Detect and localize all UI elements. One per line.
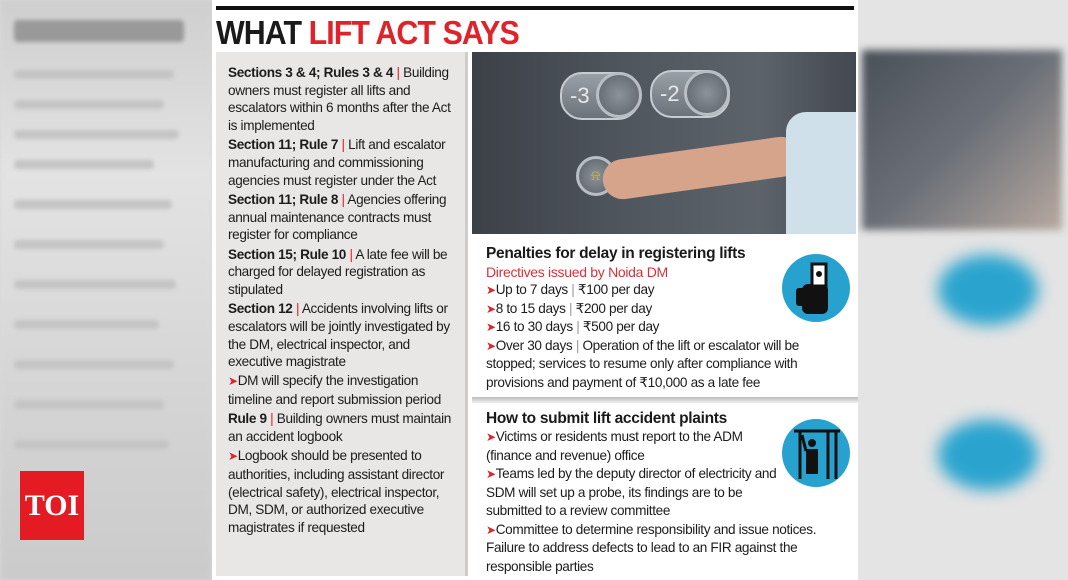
section-heading: Section 12 [228, 301, 293, 317]
section-bullet-text: DM will specify the investigation timeline and report submission period [228, 373, 441, 408]
penalty-item: ➤8 to 15 days | ₹200 per day [486, 300, 652, 316]
arrow-bullet-icon: ➤ [486, 283, 496, 297]
penalties-box [472, 238, 856, 396]
section-heading: Sections 3 & 4; Rules 3 & 4 [228, 65, 394, 80]
separator: | [270, 411, 274, 427]
title-red: LIFT ACT SAYS [308, 14, 519, 51]
top-rule [216, 6, 854, 10]
section-text: Agencies offering annual maintenance contracts must register for compliance [228, 191, 447, 243]
section-bullet-text: Logbook should be presented to authorities, including assistant director (electrical safety), electrical inspector, DM, SDM, or authorized executive magistrates if requested [228, 448, 445, 536]
penalty-fine: ₹100 per day [577, 282, 655, 297]
separator: | [341, 191, 345, 207]
complaint-text: Teams led by the deputy director of electricity and SDM will set up a probe, its findings are to be submitted to a review committee [486, 466, 777, 518]
floor-button-minus-3: -3 [560, 72, 640, 120]
act-section-item [228, 136, 457, 189]
separator: | [396, 65, 400, 80]
section-heading: Section 11; Rule 8 [228, 191, 339, 207]
separator: | [295, 301, 300, 317]
section-heading: Section 15; Rule 10 [228, 246, 347, 262]
act-section-item [228, 300, 457, 371]
lift-button-photo [472, 52, 856, 234]
separator: | [349, 246, 353, 262]
trapped-person-lift-icon [782, 419, 850, 487]
section-text: Accidents involving lifts or escalators will be jointly investigated by the DM, electrical inspector, and executive magistrate [228, 301, 450, 370]
arrow-bullet-icon: ➤ [486, 467, 496, 481]
penalty-fine: ₹500 per day [582, 319, 660, 334]
section-text: Building owners must register all lifts and escalators within 6 months after the Act is implemented [228, 65, 451, 134]
arrow-bullet-icon: ➤ [228, 449, 238, 464]
act-section-item [228, 447, 457, 537]
hand-cash-icon [782, 254, 850, 322]
section-text: Building owners must maintain an accident logbook [228, 411, 451, 445]
complaints-box [472, 403, 856, 575]
arrow-bullet-icon: ➤ [486, 430, 496, 444]
penalty-item: ➤Over 30 days | Operation of the lift or escalator will be stopped; services to resume only after compliance with provisions and payment of ₹10,000 as a late fee [486, 337, 799, 390]
complaint-text: Committee to determine responsibility and issue notices. Failure to address defects to lead to an FIR against the responsible parties [486, 521, 817, 574]
penalties-subheading: Directives issued by Noida DM [486, 264, 668, 280]
pointing-hand [600, 134, 804, 201]
alarm-bell-button: ⍾ [576, 156, 616, 196]
act-section-item [228, 410, 457, 445]
act-sections-panel [216, 52, 468, 576]
act-section-item [228, 372, 457, 408]
arrow-bullet-icon: ➤ [486, 301, 496, 316]
penalty-fine: ₹200 per day [575, 300, 652, 316]
complaint-step [486, 521, 842, 577]
section-heading: Rule 9 [228, 411, 267, 427]
arrow-bullet-icon: ➤ [486, 338, 496, 353]
penalty-fine: Operation of the lift or escalator will be stopped; services to resume only after compliance with provisions and payment of ₹10,000 as a late fee [486, 337, 799, 390]
infographic-title [216, 14, 519, 52]
section-heading: Section 11; Rule 7 [228, 137, 339, 153]
penalty-period: Over 30 days [495, 337, 573, 353]
complaint-step [486, 428, 784, 465]
arrow-bullet-icon: ➤ [486, 320, 496, 334]
arrow-bullet-icon: ➤ [486, 522, 496, 537]
complaints-heading: How to submit lift accident plaints [486, 410, 727, 427]
arrow-bullet-icon: ➤ [228, 374, 238, 389]
title-black: WHAT [216, 14, 302, 51]
penalty-item: ➤16 to 30 days | ₹500 per day [486, 319, 660, 334]
section-text: Lift and escalator manufacturing and commissioning agencies must register under the Act [228, 137, 446, 188]
blurred-background-right [858, 0, 1068, 580]
floor-button-minus-2: -2 [650, 70, 730, 118]
penalty-period: Up to 7 days [495, 282, 568, 297]
act-section-item [228, 246, 457, 299]
penalty-item: ➤Up to 7 days | ₹100 per day [486, 282, 655, 297]
act-section-item [228, 64, 457, 135]
toi-logo: TOI [20, 471, 84, 540]
section-text: A late fee will be charged for delayed registration as stipulated [228, 246, 448, 297]
act-section-item [228, 191, 457, 244]
complaint-step [486, 465, 784, 521]
penalty-period: 8 to 15 days [495, 300, 566, 316]
complaint-text: Victims or residents must report to the ADM (finance and revenue) office [486, 429, 743, 463]
separator: | [341, 137, 345, 153]
penalty-period: 16 to 30 days [495, 319, 573, 334]
penalties-heading: Penalties for delay in registering lifts [486, 245, 746, 262]
infographic [212, 0, 858, 580]
